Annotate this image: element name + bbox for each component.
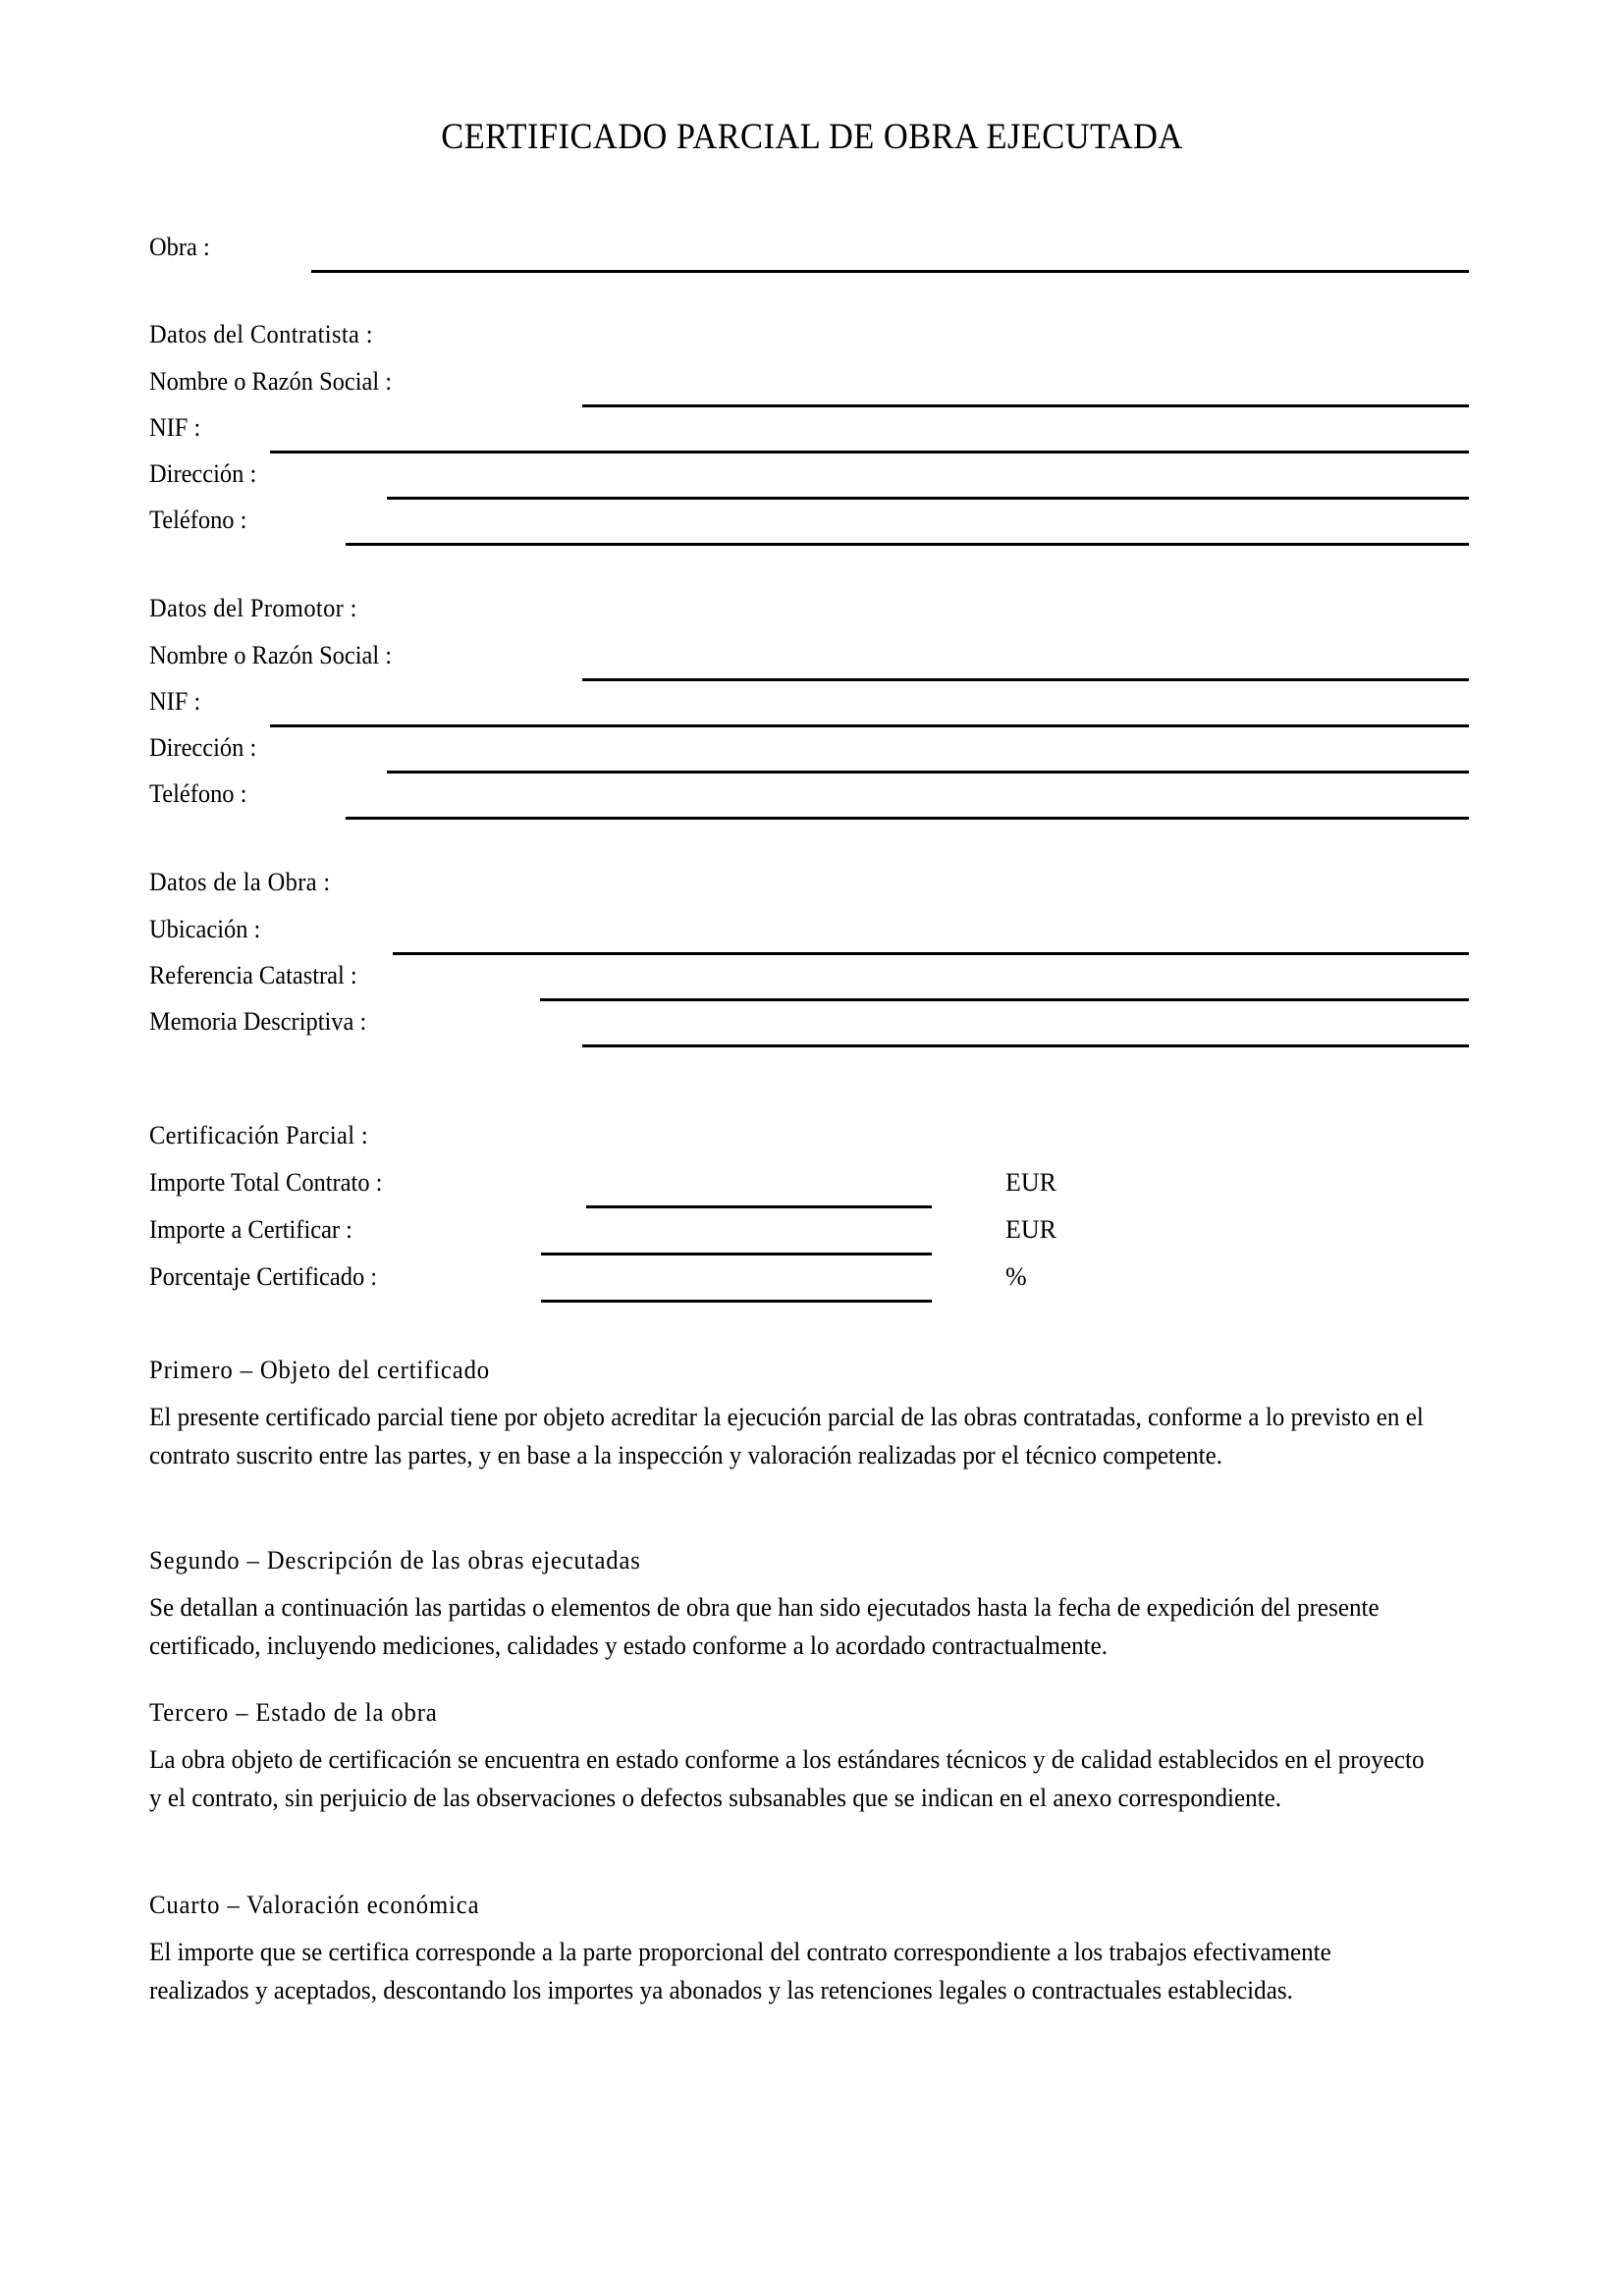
clause-body-tercero: La obra objeto de certificación se encuentra en estado conforme a los estándares técnicos y de calidad establecidos en el proyecto y el contrato, sin perjuicio de las observaciones o defectos subsanables que se indican en el anexo correspondiente. [149,1745,1425,1812]
field-input-contratista-nif[interactable] [270,451,1469,454]
section-heading-obra: Datos de la Obra : [149,868,331,896]
field-input-promotor-nombre[interactable] [582,678,1469,681]
field-input-importe-total[interactable] [586,1205,932,1208]
clause-body-primero: El presente certificado parcial tiene por objeto acreditar la ejecución parcial de las obras contratadas, conforme a lo previsto en el contrato suscrito entre las partes, y en base a la inspección y valoración realizadas por el técnico competente. [149,1403,1424,1469]
field-label-obra-memoria: Memoria Descriptiva : [149,1007,367,1036]
field-input-obra[interactable] [311,270,1469,273]
section-heading-certificacion: Certificación Parcial : [149,1121,369,1149]
clause-heading-segundo: Segundo – Descripción de las obras ejecutadas [149,1546,641,1575]
field-input-promotor-nif[interactable] [270,724,1469,727]
field-label-promotor-direccion: Dirección : [149,733,257,762]
field-label-contratista-nif: NIF : [149,413,201,442]
field-input-obra-memoria[interactable] [582,1044,1469,1047]
section-heading-contratista: Datos del Contratista : [149,320,373,348]
clause-heading-cuarto: Cuarto – Valoración económica [149,1891,480,1919]
field-label-promotor-nombre: Nombre o Razón Social : [149,641,393,669]
clause-body-segundo: Se detallan a continuación las partidas o elementos de obra que han sido ejecutados hasta la fecha de expedición del presente certificado, incluyendo mediciones, calidades y estado conforme a lo acordado contractualmente. [149,1593,1380,1660]
field-input-contratista-direccion[interactable] [387,497,1469,500]
field-label-contratista-direccion: Dirección : [149,459,257,488]
field-label-obra-ubicacion: Ubicación : [149,915,261,943]
clause-body-cuarto: El importe que se certifica corresponde a la parte proporcional del contrato correspondiente a los trabajos efectivamente realizados y aceptados, descontando los importes ya abonados y las retenciones legales o contractuales establecidas. [149,1938,1331,2004]
field-input-porcentaje[interactable] [541,1300,932,1303]
clause-heading-primero: Primero – Objeto del certificado [149,1356,490,1384]
field-input-promotor-telefono[interactable] [346,817,1469,820]
field-input-promotor-direccion[interactable] [387,771,1469,774]
page-title: CERTIFICADO PARCIAL DE OBRA EJECUTADA [441,117,1183,157]
field-label-obra-referencia: Referencia Catastral : [149,961,357,989]
field-unit-porcentaje: % [1005,1262,1027,1291]
field-label-porcentaje: Porcentaje Certificado : [149,1262,378,1291]
field-label-contratista-telefono: Teléfono : [149,506,247,534]
section-heading-promotor: Datos del Promotor : [149,594,357,622]
field-input-obra-ubicacion[interactable] [393,952,1469,955]
field-input-obra-referencia[interactable] [540,998,1469,1001]
field-label-importe-total: Importe Total Contrato : [149,1168,383,1197]
field-input-importe-certificar[interactable] [541,1253,932,1255]
field-unit-importe-certificar: EUR [1005,1215,1056,1244]
field-label-importe-certificar: Importe a Certificar : [149,1215,352,1244]
clause-heading-tercero: Tercero – Estado de la obra [149,1698,438,1727]
field-label-obra: Obra : [149,233,210,261]
field-unit-importe-total: EUR [1005,1168,1056,1197]
field-input-contratista-nombre[interactable] [582,404,1469,407]
field-label-promotor-nif: NIF : [149,687,201,716]
field-input-contratista-telefono[interactable] [346,543,1469,546]
field-label-contratista-nombre: Nombre o Razón Social : [149,367,393,396]
field-label-promotor-telefono: Teléfono : [149,779,247,808]
